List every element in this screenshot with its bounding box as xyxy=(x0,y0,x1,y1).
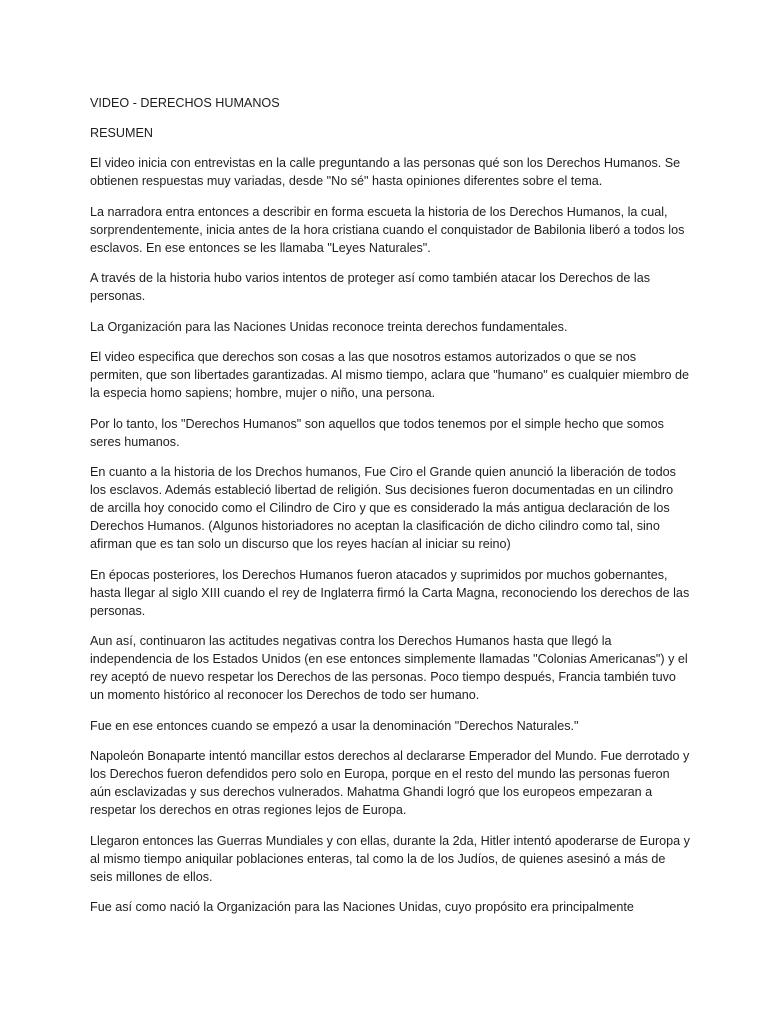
paragraph: Por lo tanto, los "Derechos Humanos" son aquellos que todos tenemos por el simple hecho que somos seres humanos. xyxy=(90,416,664,449)
paragraph: A través de la historia hubo varios intentos de proteger así como también atacar los Derechos de las personas. xyxy=(90,271,651,303)
paragraph: El video inicia con entrevistas en la calle preguntando a las personas qué son los Derechos Humanos. Se obtienen respuestas muy variadas, desde "No sé" hasta opiniones diferentes sobre el tema. xyxy=(90,156,681,188)
paragraph: En cuanto a la historia de los Drechos humanos, Fue Ciro el Grande quien anunció la liberación de todos los esclavos. Además estableció libertad de religión. Sus decisiones fueron documentadas en un cilindro de arcilla hoy conocido como el Cilindro de Ciro y que es considerado la más antigua declaración de los Derechos Humanos. (Algunos historiadores no aceptan la clasificación de dicho cilindro como tal, sino afirman que es tan solo un discurso que los reyes hacían al iniciar su reino) xyxy=(90,465,676,551)
paragraph: En épocas posteriores, los Derechos Humanos fueron atacados y suprimidos por muchos gobernantes, hasta llegar al siglo XIII cuando el rey de Inglaterra firmó la Carta Magna, reconociendo los derechos de las personas. xyxy=(90,567,690,618)
paragraph: Fue así como nació la Organización para las Naciones Unidas, cuyo propósito era principalmente xyxy=(90,900,634,914)
document-body xyxy=(90,94,690,929)
paragraph: Fue en ese entonces cuando se empezó a usar la denominación "Derechos Naturales." xyxy=(90,718,579,733)
paragraph: Napoleón Bonaparte intentó mancillar estos derechos al declararse Emperador del Mundo. Fue derrotado y los Derechos fueron defendidos pero solo en Europa, porque en el resto del mundo las personas fueron aún esclavizadas y sus derechos vulnerados. Mahatma Ghandi logró que los europeos empezaran a respetar los derechos en otras regiones lejos de Europa. xyxy=(90,749,690,817)
paragraph: Llegaron entonces las Guerras Mundiales y con ellas, durante la 2da, Hitler intentó apoderarse de Europa y al mismo tiempo aniquilar poblaciones enteras, tal como la de los Judíos, de quienes asesinó a más de seis millones de ellos. xyxy=(90,833,690,884)
document-subtitle: RESUMEN xyxy=(90,126,153,140)
document-title: VIDEO - DERECHOS HUMANOS xyxy=(90,96,280,110)
paragraph: La narradora entra entonces a describir en forma escueta la historia de los Derechos Humanos, la cual, sorprendentemente, inicia antes de la hora cristiana cuando el conquistador de Babilonia liberó a todos los esclavos. En ese entonces se les llamaba "Leyes Naturales". xyxy=(90,204,685,255)
paragraph: La Organización para las Naciones Unidas reconoce treinta derechos fundamentales. xyxy=(90,319,568,334)
paragraph: El video especifica que derechos son cosas a las que nosotros estamos autorizados o que se nos permiten, que son libertades garantizadas. Al mismo tiempo, aclara que "humano" es cualquier miembro de la especia homo sapiens; hombre, mujer o niño, una persona. xyxy=(90,350,690,400)
paragraph: Aun así, continuaron las actitudes negativas contra los Derechos Humanos hasta que llegó la independencia de los Estados Unidos (en ese entonces simplemente llamadas "Colonias Americanas") y el rey aceptó de nuevo respetar los Derechos de las personas. Poco tiempo después, Francia también tuvo un momento histórico al reconocer los Derechos de todo ser humano. xyxy=(90,634,688,702)
